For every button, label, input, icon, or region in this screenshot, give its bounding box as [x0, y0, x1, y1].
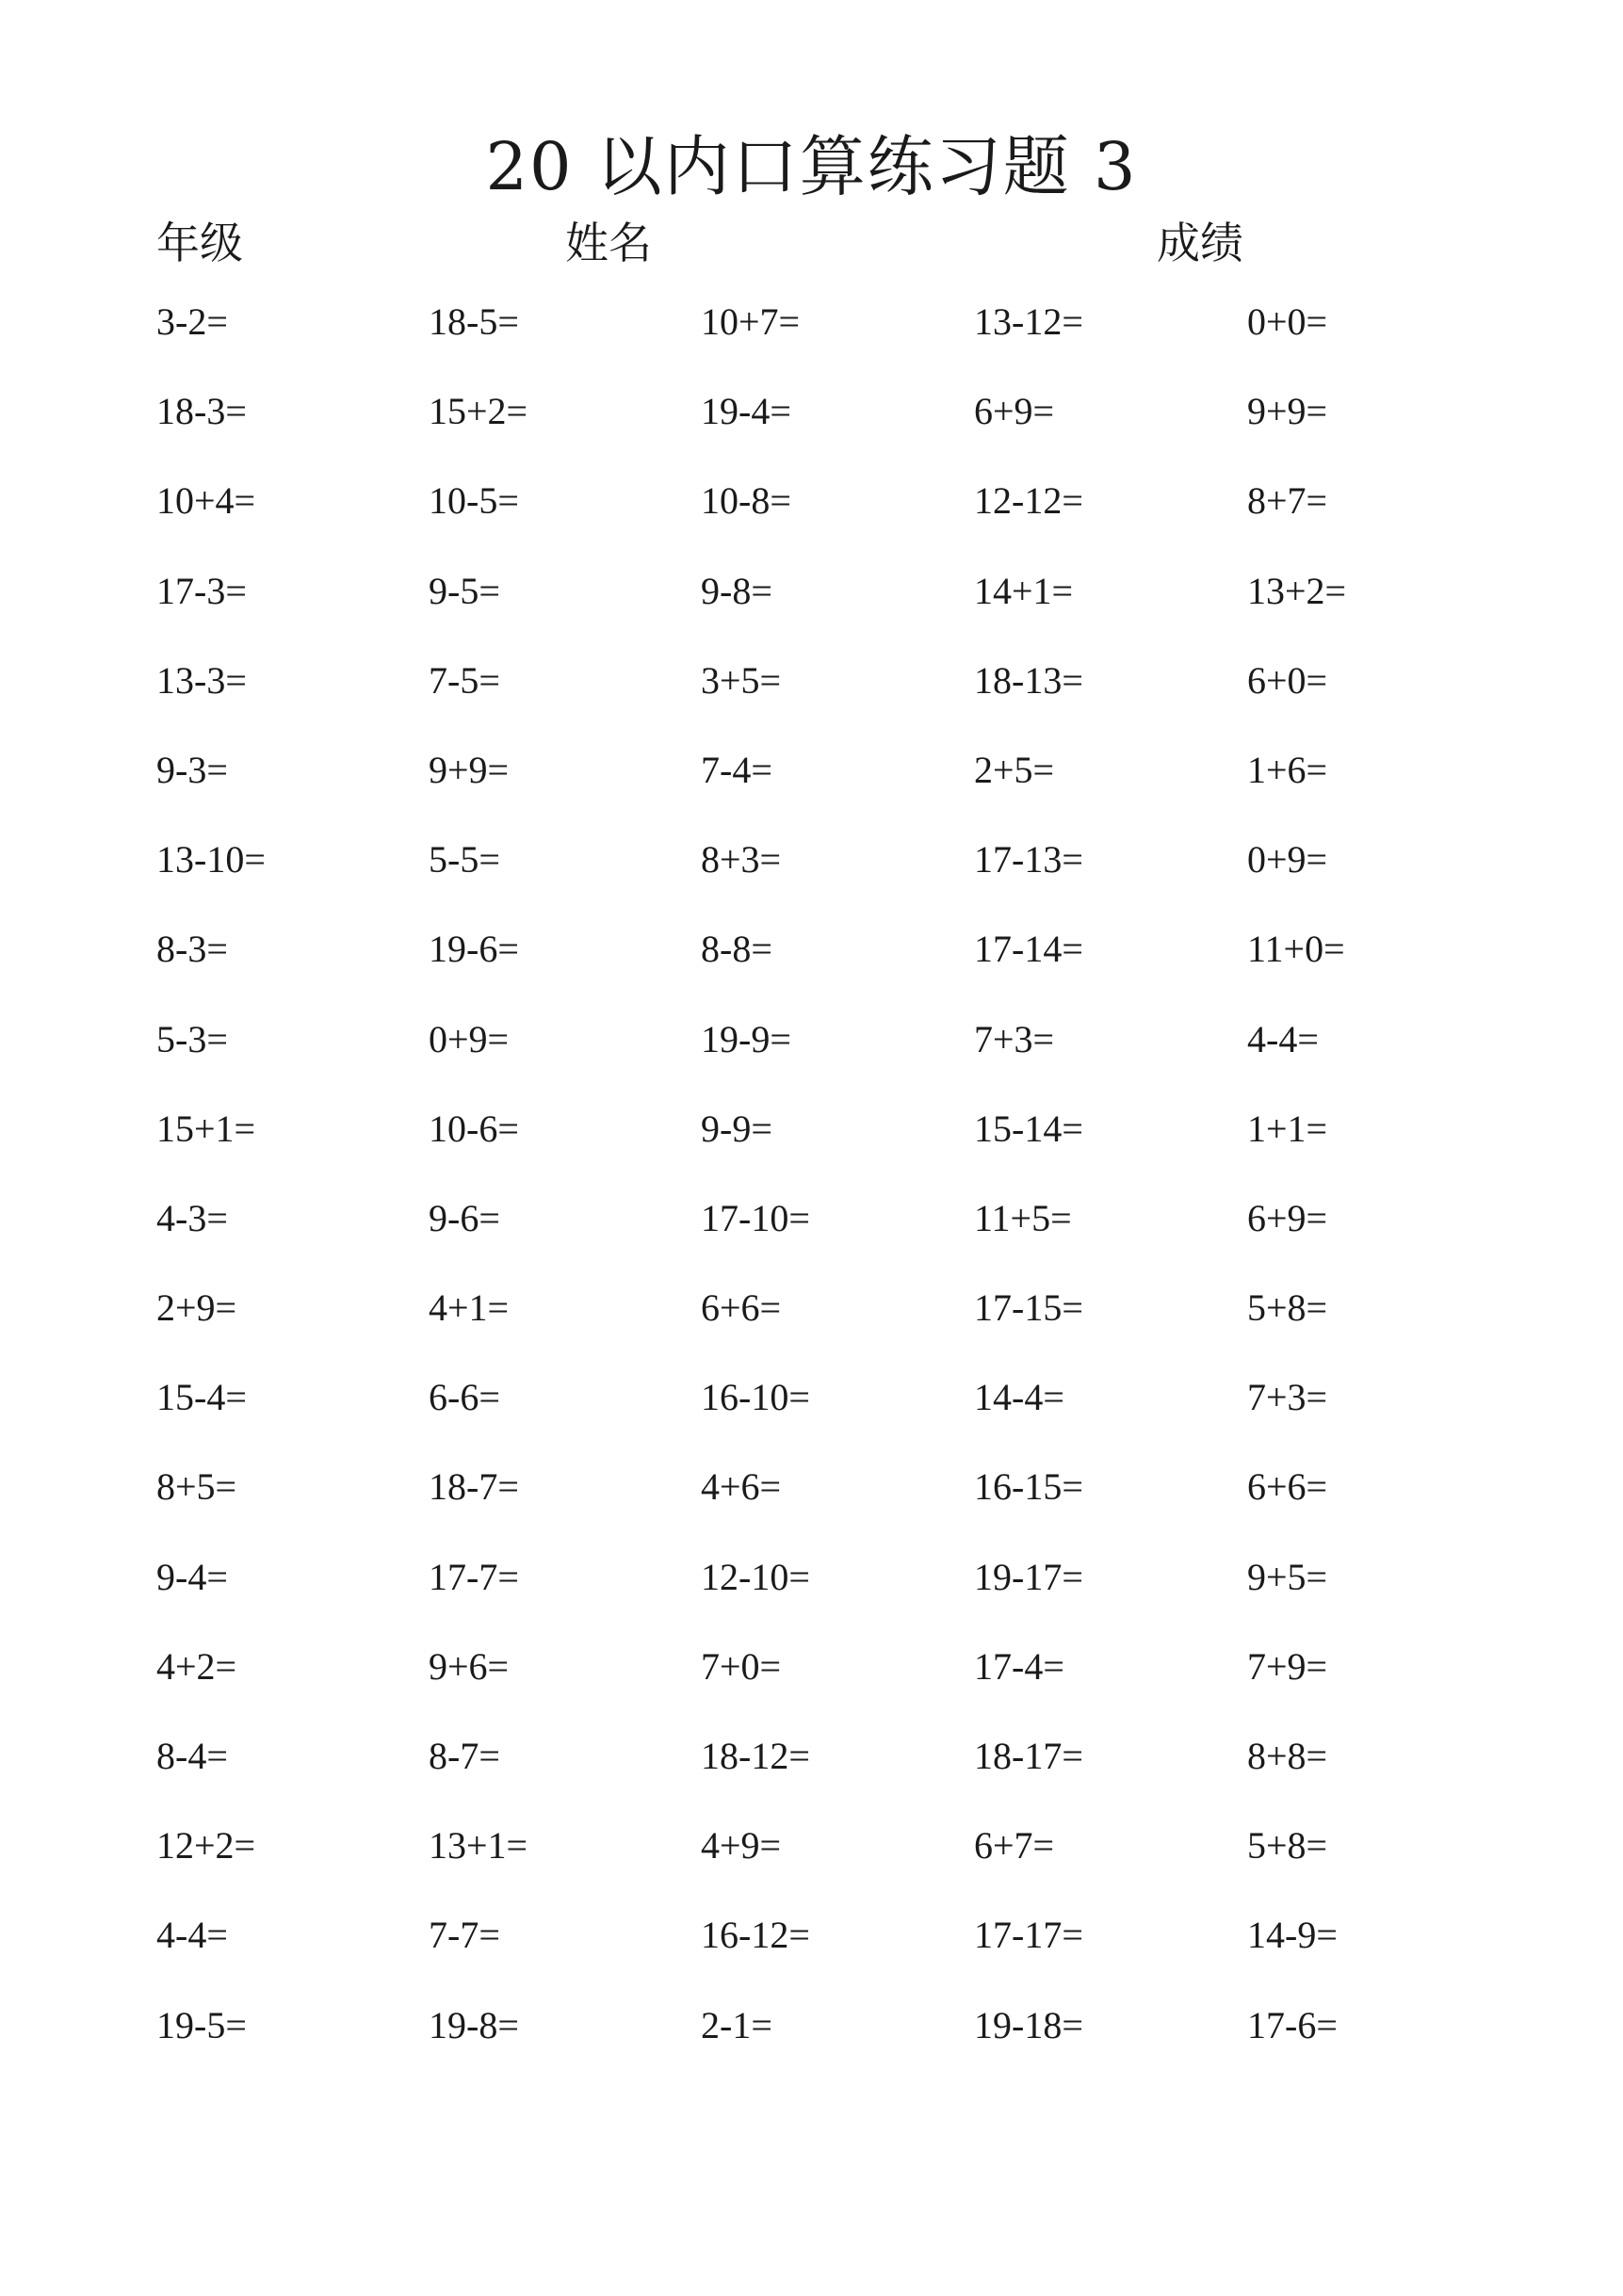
problem-item: 1+1= — [1247, 1107, 1328, 1150]
problem-item: 12-10= — [701, 1555, 810, 1598]
problem-item: 18-12= — [701, 1735, 810, 1777]
problem-item: 17-17= — [974, 1914, 1083, 1957]
problem-item: 13-3= — [156, 658, 247, 702]
problem-item: 9-6= — [429, 1196, 500, 1239]
problem-item: 17-13= — [974, 838, 1083, 881]
problem-item: 4+1= — [429, 1286, 510, 1330]
problem-item: 17-7= — [429, 1555, 519, 1598]
problem-item: 4-4= — [156, 1914, 228, 1957]
problem-item: 9-8= — [701, 569, 772, 612]
score-label: 成绩 — [1157, 218, 1243, 268]
problem-item: 7+3= — [1247, 1376, 1328, 1419]
problem-item: 6+0= — [1247, 658, 1328, 702]
problem-item: 18-13= — [974, 658, 1083, 702]
problem-item: 14+1= — [974, 569, 1074, 612]
problem-item: 6+6= — [701, 1286, 782, 1330]
problem-item: 8+5= — [156, 1465, 237, 1509]
problem-item: 5+8= — [1247, 1824, 1328, 1868]
problem-item: 17-14= — [974, 928, 1083, 971]
problem-item: 8-4= — [156, 1735, 228, 1777]
problem-item: 8+7= — [1247, 479, 1328, 523]
problem-item: 9-4= — [156, 1555, 228, 1598]
problem-item: 8+8= — [1247, 1735, 1328, 1777]
problem-item: 6+7= — [974, 1824, 1055, 1868]
problem-item: 19-5= — [156, 2003, 247, 2046]
problem-item: 19-9= — [701, 1017, 791, 1060]
problem-item: 19-4= — [701, 390, 791, 433]
problem-item: 4-3= — [156, 1196, 228, 1239]
problem-item: 5-3= — [156, 1017, 228, 1060]
problem-item: 6+9= — [974, 390, 1055, 433]
problem-item: 6-6= — [429, 1376, 500, 1419]
problem-item: 8-7= — [429, 1735, 500, 1777]
problem-item: 17-10= — [701, 1196, 810, 1239]
problem-item: 19-17= — [974, 1555, 1083, 1598]
problem-item: 9+5= — [1247, 1555, 1328, 1598]
problem-item: 15+1= — [156, 1107, 256, 1150]
problem-item: 9-3= — [156, 748, 228, 791]
problem-item: 17-6= — [1247, 2003, 1338, 2046]
problem-item: 5-5= — [429, 838, 500, 881]
problem-item: 13+2= — [1247, 569, 1347, 612]
page-title: 20 以内口算练习题 3 — [485, 128, 1138, 205]
problem-item: 15-14= — [974, 1107, 1083, 1150]
problem-item: 17-3= — [156, 569, 247, 612]
problem-item: 3+5= — [701, 658, 782, 702]
problem-item: 9-5= — [429, 569, 500, 612]
problem-item: 4+2= — [156, 1644, 237, 1688]
problem-item: 13+1= — [429, 1824, 528, 1868]
problem-item: 19-8= — [429, 2003, 519, 2046]
problem-item: 18-5= — [429, 300, 519, 343]
problem-item: 19-18= — [974, 2003, 1083, 2046]
problem-item: 7+0= — [701, 1644, 782, 1688]
problem-item: 2+9= — [156, 1286, 237, 1330]
problem-item: 6+6= — [1247, 1465, 1328, 1509]
problem-item: 4-4= — [1247, 1017, 1319, 1060]
problem-item: 4+6= — [701, 1465, 782, 1509]
problem-item: 10-6= — [429, 1107, 519, 1150]
problem-item: 17-4= — [974, 1644, 1064, 1688]
problem-item: 10+7= — [701, 300, 801, 343]
problem-item: 2+5= — [974, 748, 1055, 791]
problem-item: 15+2= — [429, 390, 528, 433]
problem-item: 7-4= — [701, 748, 772, 791]
problem-item: 14-4= — [974, 1376, 1064, 1419]
problem-item: 9+9= — [429, 748, 510, 791]
name-label: 姓名 — [565, 218, 652, 268]
grade-label: 年级 — [156, 218, 243, 268]
problem-item: 6+9= — [1247, 1196, 1328, 1239]
problem-item: 9+9= — [1247, 390, 1328, 433]
problem-item: 10-8= — [701, 479, 791, 523]
problem-item: 16-12= — [701, 1914, 810, 1957]
problem-item: 12+2= — [156, 1824, 256, 1868]
problem-item: 14-9= — [1247, 1914, 1338, 1957]
problem-item: 2-1= — [701, 2003, 772, 2046]
problem-item: 4+9= — [701, 1824, 782, 1868]
problem-item: 15-4= — [156, 1376, 247, 1419]
problem-item: 7-7= — [429, 1914, 500, 1957]
problem-item: 11+5= — [974, 1196, 1072, 1239]
problem-item: 10-5= — [429, 479, 519, 523]
problem-item: 17-15= — [974, 1286, 1083, 1330]
problem-item: 16-10= — [701, 1376, 810, 1419]
problem-grid — [156, 294, 1522, 2087]
problem-item: 18-3= — [156, 390, 247, 433]
problem-item: 18-17= — [974, 1735, 1083, 1777]
problem-item: 8-8= — [701, 928, 772, 971]
problem-item: 0+9= — [1247, 838, 1328, 881]
problem-item: 7+9= — [1247, 1644, 1328, 1688]
problem-item: 18-7= — [429, 1465, 519, 1509]
problem-item: 9-9= — [701, 1107, 772, 1150]
problem-item: 0+0= — [1247, 300, 1328, 343]
problem-item: 10+4= — [156, 479, 256, 523]
problem-item: 7-5= — [429, 658, 500, 702]
problem-item: 16-15= — [974, 1465, 1083, 1509]
problem-item: 11+0= — [1247, 928, 1345, 971]
problem-item: 5+8= — [1247, 1286, 1328, 1330]
problem-item: 8+3= — [701, 838, 782, 881]
problem-item: 13-10= — [156, 838, 266, 881]
problem-item: 7+3= — [974, 1017, 1055, 1060]
problem-item: 0+9= — [429, 1017, 510, 1060]
problem-item: 12-12= — [974, 479, 1083, 523]
problem-item: 19-6= — [429, 928, 519, 971]
problem-item: 1+6= — [1247, 748, 1328, 791]
problem-item: 13-12= — [974, 300, 1083, 343]
problem-item: 9+6= — [429, 1644, 510, 1688]
problem-item: 8-3= — [156, 928, 228, 971]
problem-item: 3-2= — [156, 300, 228, 343]
